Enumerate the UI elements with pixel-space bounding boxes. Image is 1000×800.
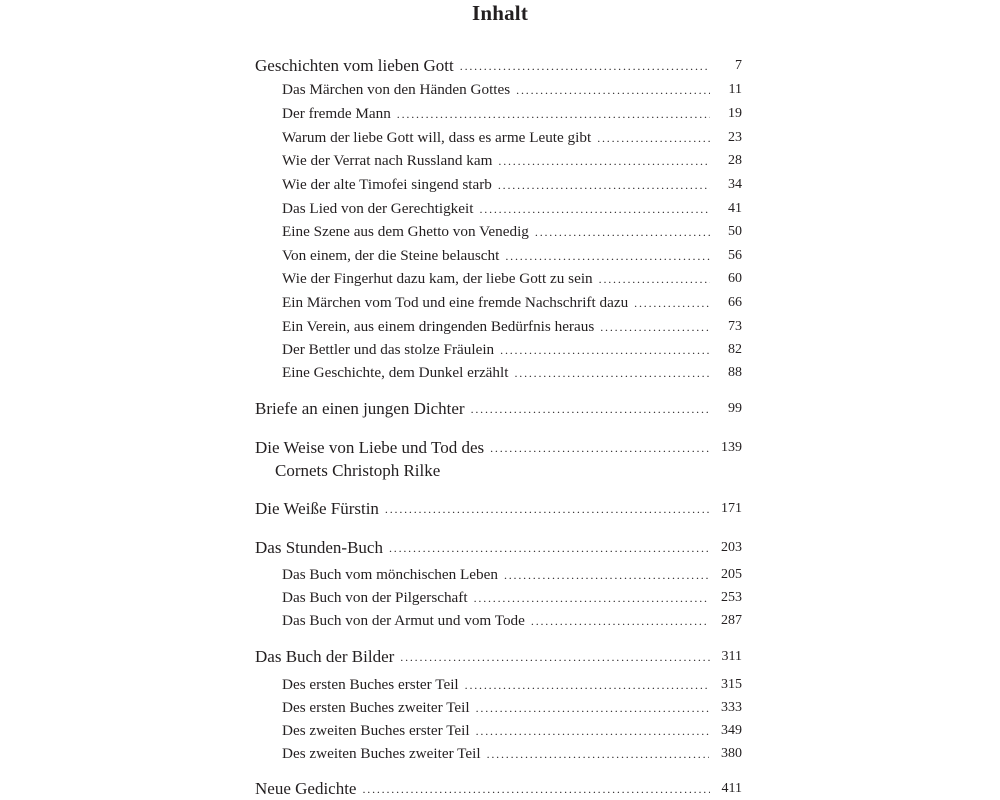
toc-entry-title: Geschichten vom lieben Gott <box>255 56 454 75</box>
toc-page-number: 28 <box>728 153 742 168</box>
toc-page-number: 287 <box>721 613 742 628</box>
toc-page-number: 139 <box>721 440 742 455</box>
dot-leader <box>487 743 709 765</box>
toc-entry-title: Eine Szene aus dem Ghetto von Venedig <box>282 223 529 240</box>
toc-page-number: 82 <box>728 342 742 357</box>
dot-leader <box>535 221 710 243</box>
toc-entry-title: Neue Gedichte <box>255 779 357 798</box>
dot-leader <box>385 498 709 520</box>
toc-entry-title: Von einem, der die Steine belauscht <box>282 247 500 264</box>
dot-leader <box>476 720 709 742</box>
dot-leader <box>479 198 710 220</box>
toc-entry-title: Des zweiten Buches zweiter Teil <box>282 745 481 762</box>
dot-leader <box>505 245 710 267</box>
toc-page-number: 205 <box>721 567 742 582</box>
toc-subentry[interactable] <box>282 743 742 765</box>
toc-subentry[interactable] <box>282 610 742 632</box>
toc-page-number: 315 <box>721 677 742 692</box>
toc-entry-geschichten-vom-lieben-gott[interactable] <box>255 55 742 77</box>
toc-entry-title: Ein Verein, aus einem dringenden Bedürfnis heraus <box>282 318 595 335</box>
toc-page-number: 73 <box>728 319 742 334</box>
toc-entry-title: Des zweiten Buches erster Teil <box>282 722 470 739</box>
toc-entry-title: Briefe an einen jungen Dichter <box>255 399 465 418</box>
toc-subentry[interactable] <box>282 127 742 149</box>
toc-entry-briefe[interactable] <box>255 398 742 420</box>
toc-subentry[interactable] <box>282 674 742 696</box>
toc-subentry[interactable] <box>282 103 742 125</box>
dot-leader <box>471 398 710 420</box>
toc-entry-title: Das Buch von der Armut und vom Tode <box>282 612 525 629</box>
dot-leader <box>498 150 710 172</box>
toc-page-number: 311 <box>721 649 742 664</box>
dot-leader <box>397 103 710 125</box>
dot-leader <box>389 537 709 559</box>
dot-leader <box>490 437 709 459</box>
toc-entry-title: Das Buch von der Pilgerschaft <box>282 589 468 606</box>
dot-leader <box>634 292 710 314</box>
toc-entry-title: Das Märchen von den Händen Gottes <box>282 81 511 98</box>
dot-leader <box>498 174 710 196</box>
toc-entry-title: Des ersten Buches erster Teil <box>282 676 459 693</box>
toc-subentry[interactable] <box>282 245 742 267</box>
dot-leader <box>516 79 710 101</box>
toc-entry-title: Des ersten Buches zweiter Teil <box>282 699 470 716</box>
dot-leader <box>474 587 709 609</box>
dot-leader <box>460 55 710 77</box>
toc-entry-stunden-buch[interactable] <box>255 537 742 559</box>
toc-subentry[interactable] <box>282 697 742 719</box>
toc-page-number: 56 <box>728 248 742 263</box>
dot-leader <box>476 697 709 719</box>
dot-leader <box>599 268 710 290</box>
toc-page-number: 23 <box>728 130 742 145</box>
toc-entry-title: Das Stunden-Buch <box>255 538 383 557</box>
toc-page-number: 99 <box>728 401 742 416</box>
toc-page-number: 88 <box>728 365 742 380</box>
toc-subentry[interactable] <box>282 362 742 384</box>
toc-page-number: 333 <box>721 700 742 715</box>
toc-subentry[interactable] <box>282 720 742 742</box>
toc-entry-cornet[interactable] <box>255 437 742 459</box>
toc-page-number: 253 <box>721 590 742 605</box>
toc-entry-title: Der fremde Mann <box>282 105 391 122</box>
toc-page-number: 411 <box>721 781 742 796</box>
toc-entry-title: Warum der liebe Gott will, dass es arme Leute gibt <box>282 129 592 146</box>
dot-leader <box>500 339 710 361</box>
toc-entry-title: Das Buch vom mönchischen Leben <box>282 566 498 583</box>
toc-entry-title-continuation: Cornets Christoph Rilke <box>275 461 441 480</box>
toc-page-number: 171 <box>721 501 742 516</box>
toc-entry-title: Wie der Fingerhut dazu kam, der liebe Gott zu sein <box>282 270 593 287</box>
toc-entry-buch-der-bilder[interactable] <box>255 646 742 668</box>
dot-leader <box>362 778 709 800</box>
toc-page-number: 11 <box>728 82 742 97</box>
page-title: Inhalt <box>471 1 529 25</box>
toc-entry-neue-gedichte[interactable] <box>255 778 742 800</box>
toc-page-number: 19 <box>728 106 742 121</box>
toc-page-number: 34 <box>728 177 742 192</box>
toc-subentry[interactable] <box>282 268 742 290</box>
dot-leader <box>400 646 709 668</box>
toc-subentry[interactable] <box>282 198 742 220</box>
toc-entry-title: Wie der Verrat nach Russland kam <box>282 152 493 169</box>
toc-subentry[interactable] <box>282 292 742 314</box>
toc-entry-title: Der Bettler und das stolze Fräulein <box>282 341 495 358</box>
toc-subentry[interactable] <box>282 564 742 586</box>
dot-leader <box>597 127 710 149</box>
toc-entry-weisse-fuerstin[interactable] <box>255 498 742 520</box>
toc-page-number: 380 <box>721 746 742 761</box>
toc-subentry[interactable] <box>282 150 742 172</box>
toc-entry-title: Das Lied von der Gerechtigkeit <box>282 200 474 217</box>
toc-subentry[interactable] <box>282 79 742 101</box>
toc-page-number: 349 <box>721 723 742 738</box>
dot-leader <box>514 362 710 384</box>
toc-entry-title: Ein Märchen vom Tod und eine fremde Nachschrift dazu <box>282 294 629 311</box>
toc-entry-title: Wie der alte Timofei singend starb <box>282 176 492 193</box>
toc-entry-title: Die Weiße Fürstin <box>255 499 379 518</box>
dot-leader <box>465 674 709 696</box>
toc-page-number: 7 <box>735 58 742 73</box>
dot-leader <box>531 610 709 632</box>
toc-subentry[interactable] <box>282 221 742 243</box>
toc-entry-title: Die Weise von Liebe und Tod des <box>255 438 485 457</box>
toc-subentry[interactable] <box>282 174 742 196</box>
toc-subentry[interactable] <box>282 587 742 609</box>
toc-page-number: 50 <box>728 224 742 239</box>
toc-entry-title: Das Buch der Bilder <box>255 647 395 666</box>
dot-leader <box>600 316 710 338</box>
toc-page-number: 203 <box>721 540 742 555</box>
dot-leader <box>504 564 709 586</box>
toc-subentry[interactable] <box>282 316 742 338</box>
toc-page-number: 66 <box>728 295 742 310</box>
toc-page-number: 41 <box>728 201 742 216</box>
toc-subentry[interactable] <box>282 339 742 361</box>
toc-entry-title: Eine Geschichte, dem Dunkel erzählt <box>282 364 509 381</box>
toc-page-number: 60 <box>728 271 742 286</box>
